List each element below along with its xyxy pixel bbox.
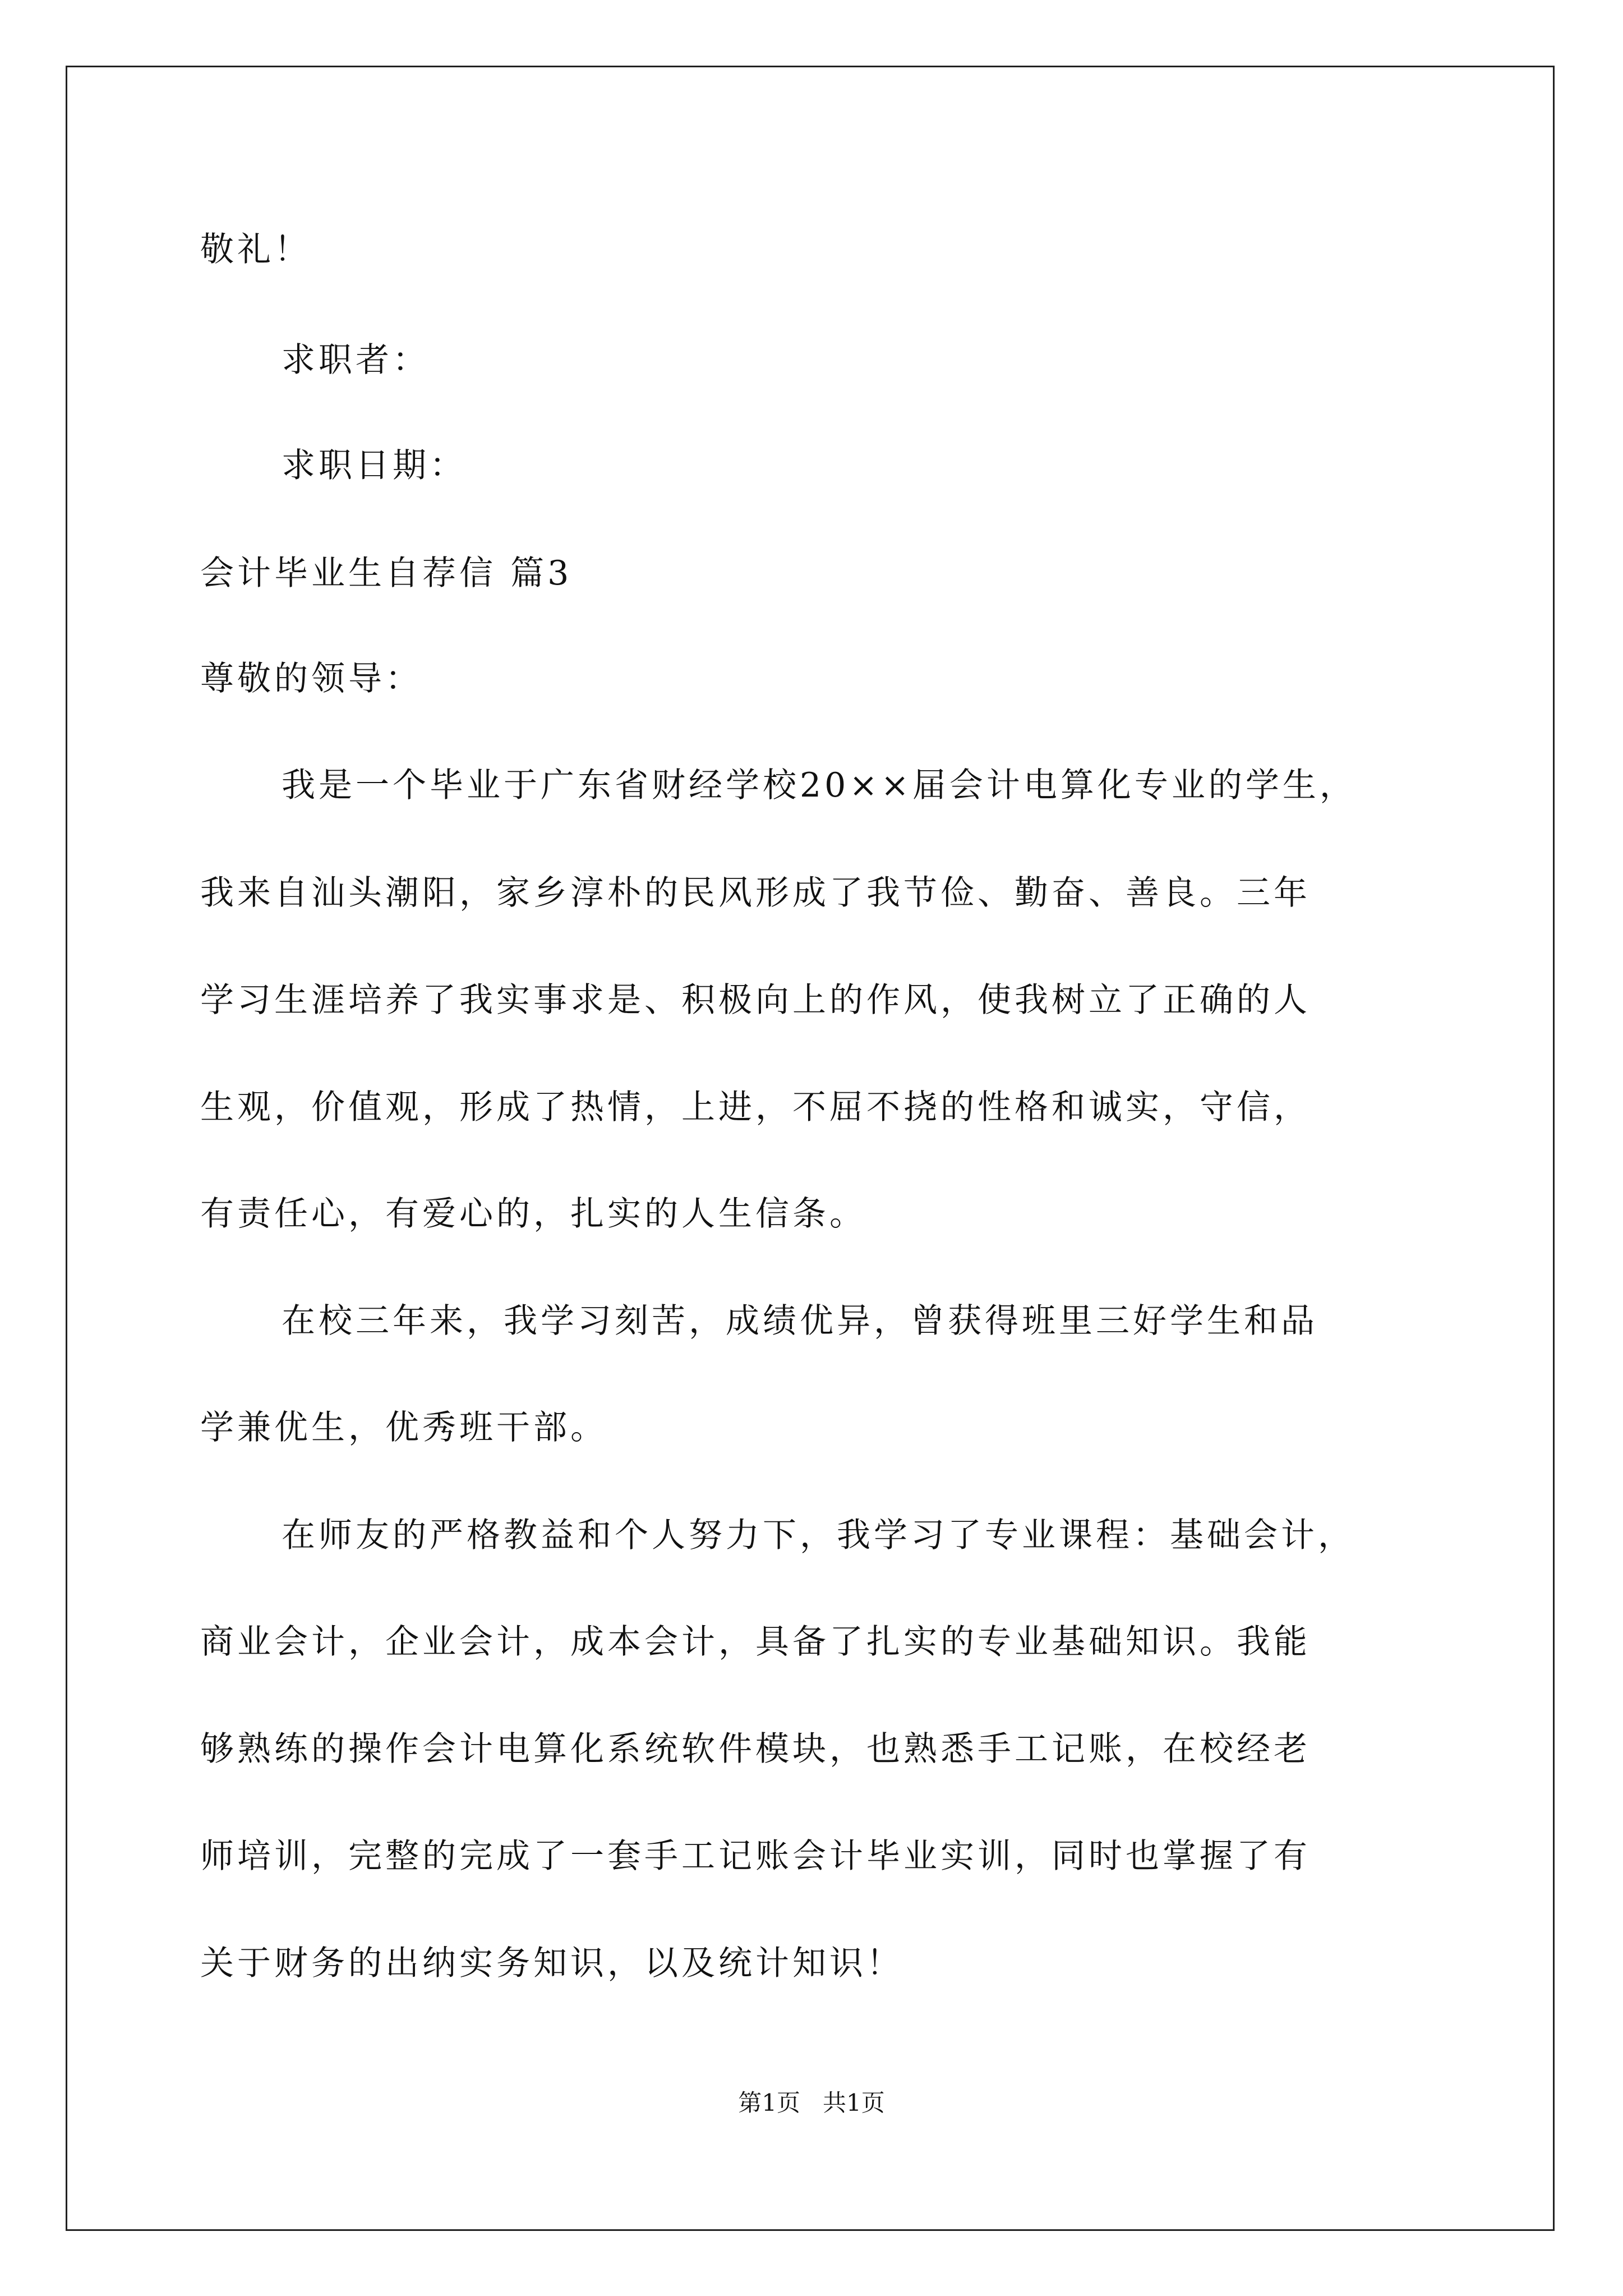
paragraph-line: 商业会计，企业会计，成本会计，具备了扎实的专业基础知识。我能 [200,1622,1311,1662]
paragraph-line: 我来自汕头潮阳，家乡淳朴的民风形成了我节俭、勤奋、善良。三年 [200,873,1311,913]
page-border [66,66,1555,2231]
section-title: 会计毕业生自荐信 篇3 [200,554,573,593]
closing-line: 敬礼！ [200,230,311,269]
paragraph-line: 关于财务的出纳实务知识，以及统计知识！ [200,1944,903,1983]
paragraph-line: 有责任心，有爱心的，扎实的人生信条。 [200,1194,866,1234]
applicant-label: 求职者： [282,341,430,380]
paragraph-line: 够熟练的操作会计电算化系统软件模块，也熟悉手工记账，在校经老 [200,1729,1311,1769]
salutation: 尊敬的领导： [200,659,422,698]
date-label: 求职日期： [282,446,467,485]
paragraph-line: 师培训，完整的完成了一套手工记账会计毕业实训，同时也掌握了有 [200,1837,1311,1876]
paragraph-line: 生观，价值观，形成了热情，上进，不屈不挠的性格和诚实，守信， [200,1088,1311,1127]
page-footer: 第1页 共1页 [738,2089,885,2116]
paragraph-line: 学习生涯培养了我实事求是、积极向上的作风，使我树立了正确的人 [200,981,1311,1020]
paragraph-line: 学兼优生，优秀班干部。 [200,1408,607,1447]
paragraph-line: 在师友的严格教益和个人努力下，我学习了专业课程：基础会计， [282,1516,1355,1555]
paragraph-line: 我是一个毕业于广东省财经学校20××届会计电算化专业的学生， [282,766,1357,805]
paragraph-line: 在校三年来，我学习刻苦，成绩优异，曾获得班里三好学生和品 [282,1301,1318,1341]
